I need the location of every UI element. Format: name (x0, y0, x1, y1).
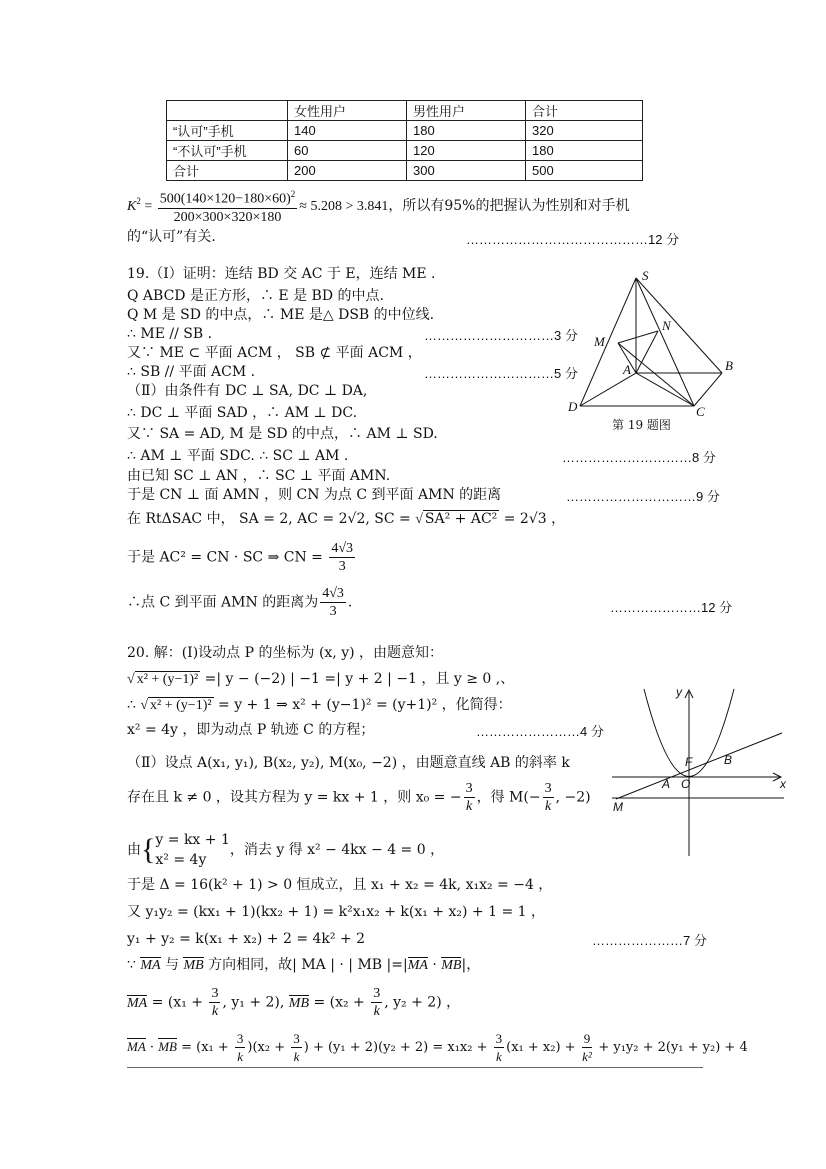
edge-CB (694, 373, 722, 406)
cn-fraction (329, 540, 355, 575)
fraction-3-over-k (371, 985, 382, 1020)
q20-line-13-b: )(x₂ + (247, 1040, 290, 1055)
q19-line: 又∵ ME ⊂ 平面 ACM ， SB ⊄ 平面 ACM ， (127, 345, 422, 361)
score-7: …………………7 分 (592, 933, 707, 948)
q20-line-2: √ x² + (y−1)² =| y − (−2) | −1 =| y + 2 | −1 ，且 y ≥ 0 ,、 (127, 671, 515, 687)
fraction-3-over-k (543, 780, 554, 815)
vector-MB: MB (288, 995, 309, 1011)
q20-line-13-e: + y₁y₂ + 2(y₁ + y₂) + 4 (594, 1040, 748, 1055)
k2-result: ≈ 5.208 > 3.841 (299, 198, 389, 214)
q20-line-6-c: , −2) (555, 789, 591, 806)
score-3: …………………………3 分 (424, 328, 578, 343)
q19-line: 又∵ SA = AD, M 是 SD 的中点，∴ AM ⊥ SD. (127, 426, 438, 442)
frac-denominator: k (544, 799, 552, 814)
table-cell: “认可”手机 (167, 121, 288, 141)
frac-denominator: k (466, 799, 473, 814)
final-period: . (347, 594, 353, 611)
q20-line-11-mid: 与 (160, 957, 184, 973)
table-cell: 60 (288, 141, 407, 161)
system-eq-2: x² = 4y (155, 852, 207, 868)
footer-rule (127, 1067, 703, 1068)
label-F: F (685, 755, 693, 769)
frac-numerator: 9 (583, 1031, 591, 1046)
table-cell: 合计 (167, 161, 288, 181)
distance-fraction (320, 585, 346, 620)
fraction-3-over-k (291, 1030, 302, 1065)
frac-numerator: 3 (211, 986, 219, 1001)
q19-line: 于是 CN ⊥ 面 AMN ，则 CN 为点 C 到平面 AMN 的距离 (127, 487, 502, 503)
dot-operator: · (145, 1040, 159, 1055)
label-O: O (681, 777, 691, 791)
table-header-cell (167, 101, 288, 121)
table-cell: 300 (407, 161, 526, 181)
frac-denominator: k² (582, 1049, 592, 1064)
table-cell: 200 (288, 161, 407, 181)
parabola-figure (606, 684, 796, 859)
q20-system-line (127, 830, 444, 870)
q20-line-13-a: = (x₁ + (176, 1040, 233, 1055)
k2-lhs: K (127, 198, 137, 214)
q19-line: ∴ DC ⊥ 平面 SAD ，∴ AM ⊥ DC. (127, 405, 358, 421)
fraction-3-over-k (235, 1030, 246, 1065)
system-prefix: 由 (127, 842, 141, 858)
cn-line (127, 540, 357, 575)
equation-system (155, 830, 229, 870)
k2-formula: $K^2$ = $\frac{500(140\times 120-180\times 60)^2}{200\times 300\times 320\times 180}$ ≈ 5.208 > 3.841，所以有95%的把握认为性别和对手机 (127, 186, 629, 226)
brace-icon: { (141, 833, 156, 866)
score-4: ……………………4 分 (476, 724, 604, 739)
sqrt-expression: x² + (y−1)² (136, 672, 199, 687)
frac-denominator: 3 (329, 604, 337, 619)
final-text: ∴点 C 到平面 AMN 的距离为 (127, 594, 319, 611)
vector-MA: MA (140, 958, 161, 973)
q19-line: ∴ AM ⊥ 平面 SDC. ∴ SC ⊥ AM . (127, 448, 349, 464)
label-x: x (780, 777, 786, 791)
q20-line-12-c: = (x₂ + (309, 994, 370, 1011)
q20-line-12 (127, 985, 460, 1020)
q20-line-5: （Ⅱ）设点 A(x₁, y₁), B(x₂, y₂), M(x₀, −2) ，由题意直线 AB 的斜率 k (127, 755, 570, 771)
sqrt-expression: x² + (y−1)² (150, 698, 212, 713)
figure-19-caption: 第 19 题图 (612, 418, 671, 432)
k2-denominator: 200×300×320×180 (173, 209, 282, 225)
frac-numerator: 3 (544, 781, 552, 796)
vector-MA: MA (127, 1039, 146, 1054)
frac-numerator: 3 (495, 1031, 503, 1046)
fraction-3-over-k (464, 780, 475, 815)
table-cell: 320 (526, 121, 643, 141)
frac-denominator: k (237, 1049, 244, 1064)
frac-numerator: 3 (373, 986, 381, 1001)
vector-MA: MA (127, 995, 148, 1011)
score-5: …………………………5 分 (424, 366, 578, 381)
sqrt-expression: SA² + AC² (424, 511, 498, 527)
q20-line-3: ∴ √ x² + (y−1)² = y + 1 ⇒ x² + (y−1)² = (y+1)² ，化简得： (127, 697, 512, 713)
label-y: y (676, 685, 682, 699)
line-AB (616, 733, 782, 799)
table-cell: 120 (407, 141, 526, 161)
label-M: M (613, 800, 623, 814)
rt-result: = 2√3 ， (499, 511, 566, 527)
rt-text: 在 RtΔSAC 中， SA = 2, AC = 2√2, SC = (127, 511, 416, 527)
label-B: B (724, 753, 733, 767)
table-cell: 500 (526, 161, 643, 181)
label-B: B (725, 358, 733, 373)
rt-triangle-line: 在 RtΔSAC 中， SA = 2, AC = 2√2, SC = √ SA² + AC² = 2√3 ， (127, 511, 566, 527)
frac-numerator: 3 (293, 1031, 300, 1046)
label-M: M (594, 334, 605, 349)
edge-SB (636, 278, 722, 373)
vector-MA: MA (407, 958, 428, 973)
label-C: C (696, 404, 705, 418)
q20-line-11 (127, 956, 480, 975)
score-9: …………………………9 分 (566, 489, 720, 504)
q20-line-10: y₁ + y₂ = k(x₁ + x₂) + 2 = 4k² + 2 (127, 931, 366, 947)
contingency-table (166, 100, 643, 181)
q20-line-2-rest: =| y − (−2) | −1 =| y + 2 | −1 ，且 y ≥ 0 ,、 (200, 671, 515, 687)
k2-conclusion: ，所以有95%的把握认为性别和对手机 (388, 197, 630, 214)
vector-MB: MB (183, 958, 204, 973)
frac-numerator: 4√3 (331, 541, 354, 556)
cn-text: 于是 AC² = CN · SC ⇒ CN = (127, 549, 328, 566)
frac-denominator: k (373, 1004, 380, 1019)
table-cell: 140 (288, 121, 407, 141)
label-D: D (568, 399, 578, 414)
table-cell: 180 (407, 121, 526, 141)
vector-MB: MB (441, 958, 462, 973)
fraction-9-over-k2 (582, 1030, 593, 1065)
q19-line: （Ⅱ）由条件有 DC ⊥ SA, DC ⊥ DA, (127, 383, 368, 399)
fraction-3-over-k (494, 1030, 505, 1065)
table-header-cell: 男性用户 (407, 101, 526, 121)
frac-numerator: 4√3 (322, 586, 344, 601)
vector-MB: MB (158, 1039, 177, 1054)
label-N: N (662, 318, 671, 333)
label-A: A (623, 362, 631, 377)
q19-line: Q M 是 SD 的中点，∴ ME 是△ DSB 的中位线. (127, 307, 435, 323)
dot-operator: · (427, 957, 442, 973)
q20-line-9: 又 y₁y₂ = (kx₁ + 1)(kx₂ + 1) = k²x₁x₂ + k(x₁ + x₂) + 1 = 1 ， (127, 904, 545, 920)
table-cell: 180 (526, 141, 643, 161)
q20-line-4: x² = 4y ，即为动点 P 轨迹 C 的方程； (127, 722, 375, 738)
because-symbol: ∵ (127, 957, 141, 973)
frac-denominator: k (293, 1049, 300, 1064)
q20-line-1: 20. 解：(Ⅰ)设动点 P 的坐标为 (x, y) ，由题意知： (127, 645, 444, 661)
table-row (167, 161, 643, 181)
q20-line-12-d: , y₂ + 2) ， (384, 994, 461, 1011)
edge-MN (618, 331, 658, 343)
table-row (167, 121, 643, 141)
k2-numerator: 500(140×120−180×60) (159, 191, 291, 207)
system-eq-1: y = kx + 1 (155, 832, 230, 848)
frac-numerator: 3 (236, 1031, 244, 1046)
q19-line: ∴ ME // SB . (127, 326, 213, 342)
q20-line-8: 于是 Δ = 16(k² + 1) > 0 恒成立，且 x₁ + x₂ = 4k, x₁x₂ = −4 ， (127, 877, 553, 893)
q20-line-6 (127, 780, 591, 815)
system-suffix: ，消去 y 得 x² − 4kx − 4 = 0 ， (229, 842, 445, 858)
edge-AC (636, 373, 694, 406)
q20-line-11-rest: 方向相同，故| MA | · | MB |=| (203, 957, 408, 973)
frac-denominator: k (211, 1004, 219, 1019)
score-8: …………………………8 分 (562, 450, 716, 465)
score-12: …………………12 分 (610, 600, 733, 615)
q19-line: 19.（Ⅰ）证明：连结 BD 交 AC 于 E，连结 ME . (127, 266, 436, 282)
edge-SD (580, 278, 636, 406)
frac-denominator: 3 (338, 559, 346, 574)
k2-fraction: $\frac{500(140\times 120-180\times 60)^2}{200\times 300\times 320\times 180}$ (158, 186, 298, 226)
frac-numerator: 3 (465, 781, 473, 796)
label-A: A (662, 777, 671, 791)
edge-DA (580, 373, 636, 406)
q20-line-6-b: ，得 M(− (476, 789, 541, 806)
table-header-row (167, 101, 643, 121)
table-cell: “不认可”手机 (167, 141, 288, 161)
q20-line-3-rest: = y + 1 ⇒ x² + (y−1)² = (y+1)² ，化简得： (213, 697, 512, 713)
final-distance-line (127, 585, 352, 620)
k2-conclusion-cont: 的“认可”有关. (127, 229, 216, 245)
label-S: S (642, 268, 649, 283)
q20-line-12-b: , y₁ + 2), (222, 994, 289, 1011)
q20-line-12-a: = (x₁ + (147, 994, 208, 1011)
pyramid-figure (568, 268, 738, 418)
table-row (167, 141, 643, 161)
edge-SC (636, 278, 694, 406)
frac-denominator: k (496, 1049, 502, 1064)
q20-line-6-a: 存在且 k ≠ 0 ，设其方程为 y = kx + 1 ，则 x₀ = − (127, 789, 462, 806)
q19-line: ∴ SB // 平面 ACM . (127, 364, 256, 380)
q20-line-13-c: ) + (y₁ + 2)(y₂ + 2) = x₁x₂ + (303, 1040, 492, 1055)
q20-line-11-end: |， (461, 957, 481, 973)
table-header-cell: 女性用户 (288, 101, 407, 121)
q20-line-13 (127, 1030, 748, 1065)
q19-line: 由已知 SC ⊥ AN ，∴ SC ⊥ 平面 AMN. (127, 468, 391, 484)
table-header-cell: 合计 (526, 101, 643, 121)
fraction-3-over-k (209, 985, 220, 1020)
q19-line: Q ABCD 是正方形，∴ E 是 BD 的中点. (127, 288, 384, 304)
q20-line-13-d: (x₁ + x₂) + (506, 1040, 580, 1055)
score-12: ……………………………………12 分 (466, 232, 680, 247)
therefore-symbol: ∴ (127, 697, 141, 713)
